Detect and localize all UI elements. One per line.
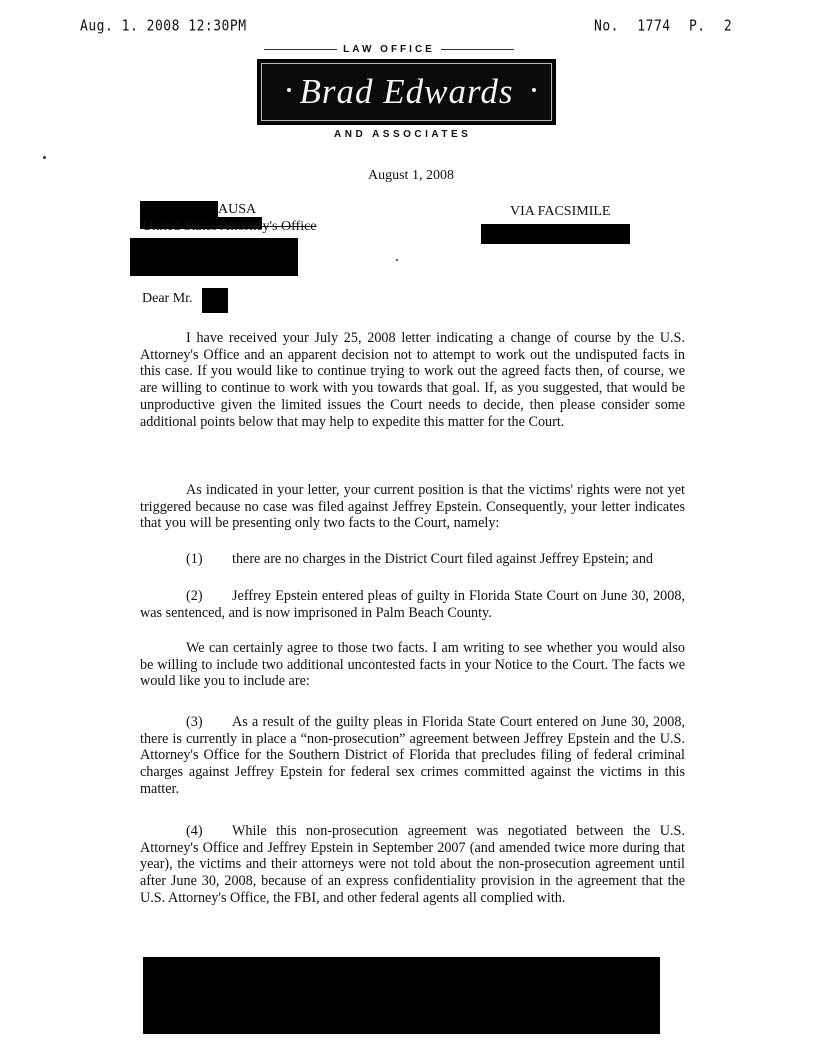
fact-number: (2) <box>186 588 203 604</box>
fact-text: Jeffrey Epstein entered pleas of guilty in Florida State Court on June 30, 2008, was sentenced, and is now imprisoned in Palm Beach County. <box>140 588 685 621</box>
fact-text: there are no charges in the District Court filed against Jeffrey Epstein; and <box>232 551 654 567</box>
fact-item <box>140 714 685 798</box>
scan-speck <box>396 259 398 261</box>
delivery-method: VIA FACSIMILE <box>510 204 611 219</box>
body-paragraph: We can certainly agree to those two facts. I am writing to see whether you would also be willing to include two additional uncontested facts in your Notice to the Court. The facts we would like you to include are: <box>140 640 685 690</box>
fact-number: (4) <box>186 823 203 839</box>
fact-text: While this non-prosecution agreement was negotiated between the U.S. Attorney's Office and Jeffrey Epstein in September 2007 (and amended twice more during that year), the victims and their attorneys were not told about the non-prosecution agreement until after June 30, 2008, because of an express confidentiality provision in the agreement that the U.S. Attorney's Office, the FBI, and other federal agents all complied with. <box>140 823 685 906</box>
body-paragraph: As indicated in your letter, your current position is that the victims' rights were not yet triggered because no case was filed against Jeffrey Epstein. Consequently, your letter indicates that you will be presenting only two facts to the Court, namely: <box>140 482 685 532</box>
fact-item <box>140 551 685 568</box>
letterhead-bottom-label: AND ASSOCIATES <box>334 129 472 140</box>
fact-text: As a result of the guilty pleas in Florida State Court entered on June 30, 2008, there is currently in place a “non-prosecution” agreement between Jeffrey Epstein and the U.S. Attorney's Office for the Southern District of Florida that precludes filing of federal criminal charges against Jeffrey Epstein for federal sex crimes committed against the victims in this matter. <box>140 714 685 797</box>
fact-number: (3) <box>186 714 203 730</box>
divider <box>441 49 514 50</box>
letterhead-logo <box>257 59 556 125</box>
divider <box>264 49 337 50</box>
recipient-office: United States Attorney's Office <box>142 219 317 234</box>
recipient-title: AUSA <box>218 202 257 217</box>
fax-number: No. 1774 <box>594 18 671 36</box>
body-paragraph: I have received your July 25, 2008 letter indicating a change of course by the U.S. Attorney's Office and an apparent decision not to attempt to work out the undisputed facts in this case. If you would like to continue trying to work out the agreed facts then, of course, we are willing to continue to work with you towards that goal. If, as you suggested, that would be unproductive given the limited issues the Court needs to decide, then please consider some additional points below that may help to expedite this matter for the Court. <box>140 330 685 430</box>
fact-item <box>140 823 685 907</box>
logo-dot-icon <box>287 88 291 92</box>
letter-date: August 1, 2008 <box>368 168 454 183</box>
salutation: Dear Mr. <box>142 291 193 306</box>
fax-date-time: Aug. 1. 2008 12:30PM <box>80 18 247 36</box>
redaction-box <box>202 288 228 313</box>
letterhead-top <box>258 42 520 56</box>
fact-item <box>140 588 685 621</box>
fax-number-page <box>594 18 732 35</box>
firm-name: Brad Edwards <box>299 72 514 111</box>
redaction-box <box>130 238 298 276</box>
scan-speck <box>43 156 46 159</box>
fact-number: (1) <box>186 551 203 567</box>
letterhead-top-label: LAW OFFICE <box>343 43 435 55</box>
logo-dot-icon <box>532 88 536 92</box>
redaction-box <box>143 957 660 1034</box>
fax-page: P. 2 <box>688 18 733 36</box>
redaction-box <box>481 224 630 244</box>
